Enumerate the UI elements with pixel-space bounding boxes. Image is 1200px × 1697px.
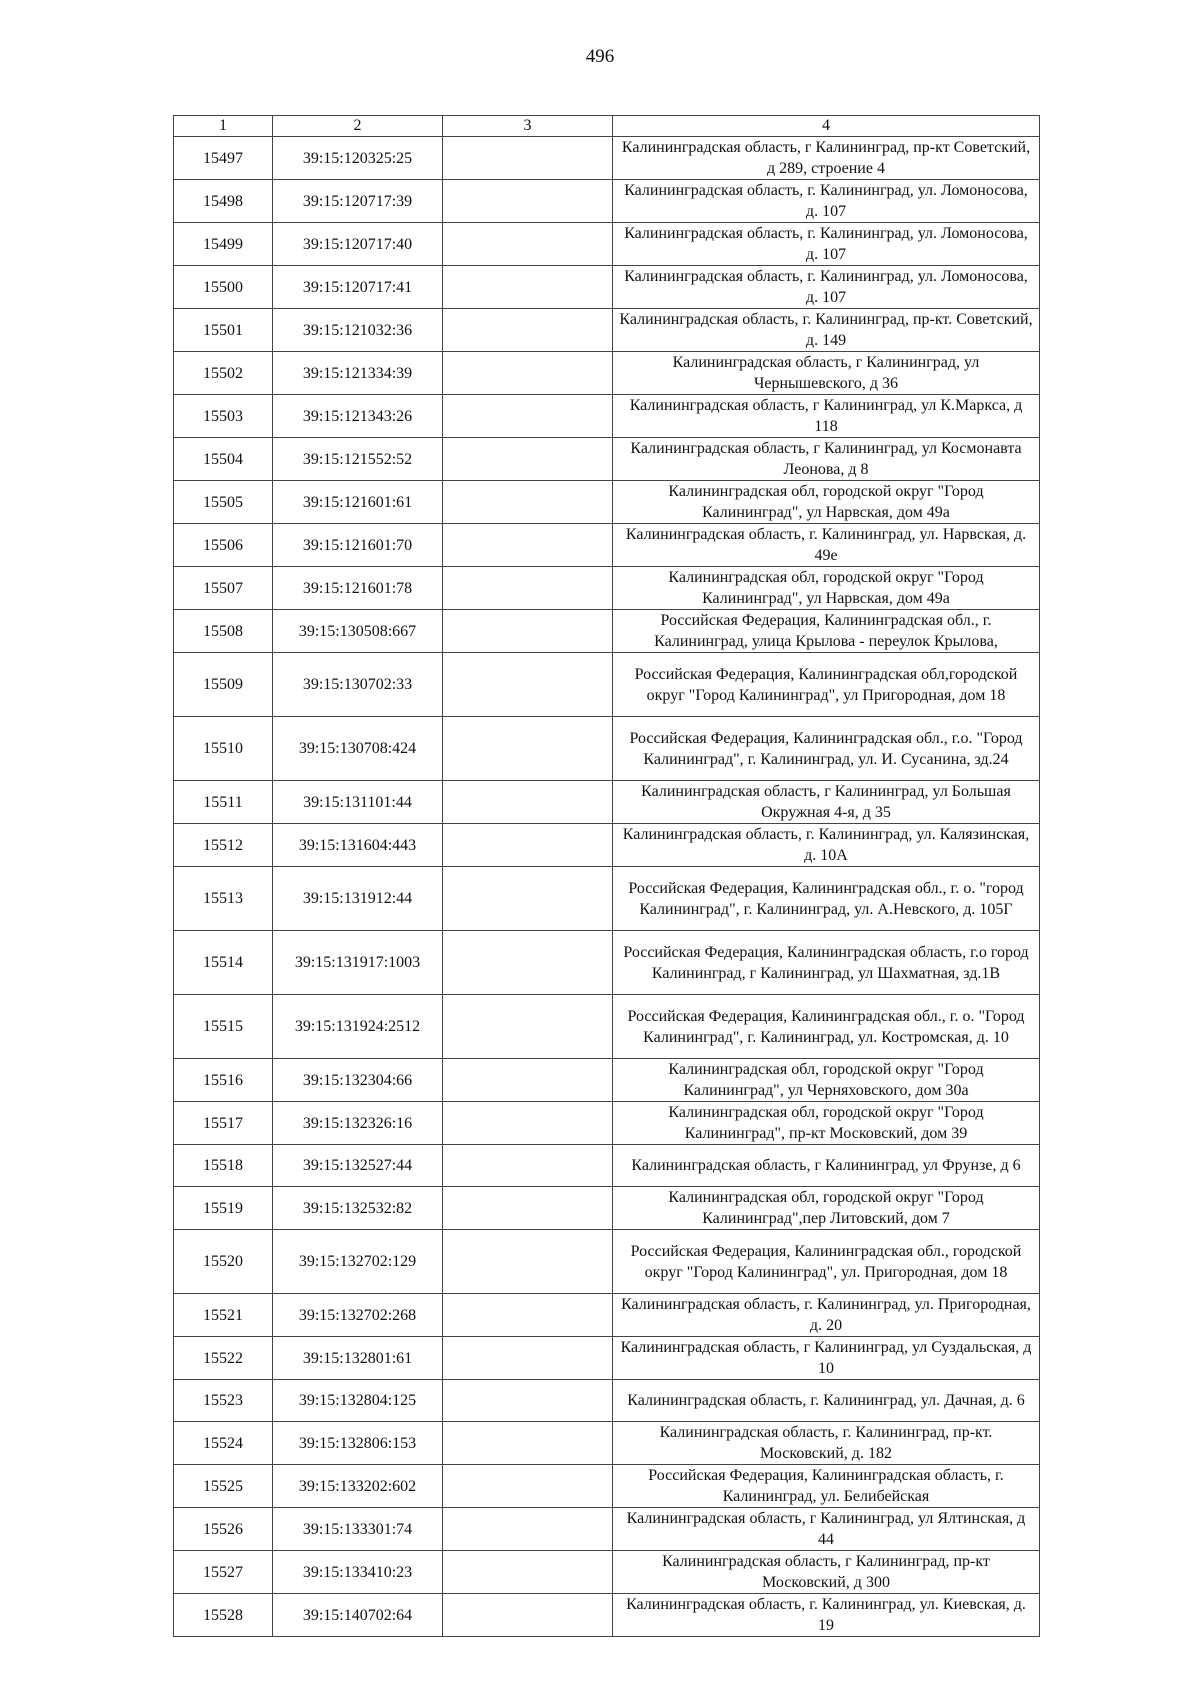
- address: Калининградская область, г Калининград, ул Большая Окружная 4-я, д 35: [613, 781, 1040, 824]
- cadastral-number: 39:15:121334:39: [273, 352, 443, 395]
- cadastral-number: 39:15:132804:125: [273, 1380, 443, 1422]
- address: Калининградская обл, городской округ "Город Калининград", ул Нарвская, дом 49а: [613, 481, 1040, 524]
- col3-cell: [443, 395, 613, 438]
- col3-cell: [443, 1294, 613, 1337]
- col3-cell: [443, 524, 613, 567]
- table-row: [174, 1145, 1040, 1187]
- table-row: [174, 352, 1040, 395]
- col3-cell: [443, 1508, 613, 1551]
- row-number: 15499: [174, 223, 273, 266]
- cadastral-number: 39:15:131101:44: [273, 781, 443, 824]
- address: Калининградская область, г. Калининград, ул. Ломоносова, д. 107: [613, 223, 1040, 266]
- row-number: 15512: [174, 824, 273, 867]
- cadastral-number: 39:15:120717:39: [273, 180, 443, 223]
- address: Калининградская область, г. Калининград, ул. Ломоносова, д. 107: [613, 180, 1040, 223]
- row-number: 15517: [174, 1102, 273, 1145]
- row-number: 15526: [174, 1508, 273, 1551]
- address: Калининградская область, г Калининград, ул Чернышевского, д 36: [613, 352, 1040, 395]
- address: Калининградская область, г Калининград, ул Фрунзе, д 6: [613, 1145, 1040, 1187]
- row-number: 15528: [174, 1594, 273, 1637]
- cadastral-number: 39:15:133410:23: [273, 1551, 443, 1594]
- address: Российская Федерация, Калининградская обл., г. о. "Город Калининград", г. Калининград, ул. Костромская, д. 10: [613, 995, 1040, 1059]
- table-row: [174, 717, 1040, 781]
- row-number: 15497: [174, 137, 273, 180]
- cadastral-number: 39:15:133202:602: [273, 1465, 443, 1508]
- cadastral-number: 39:15:121601:78: [273, 567, 443, 610]
- cadastral-number: 39:15:121552:52: [273, 438, 443, 481]
- address: Калининградская область, г. Калининград, пр-кт. Московский, д. 182: [613, 1422, 1040, 1465]
- table-row: [174, 1230, 1040, 1294]
- row-number: 15522: [174, 1337, 273, 1380]
- cadastral-number: 39:15:132304:66: [273, 1059, 443, 1102]
- table-row: [174, 567, 1040, 610]
- cadastral-number: 39:15:131924:2512: [273, 995, 443, 1059]
- table-row: [174, 137, 1040, 180]
- row-number: 15505: [174, 481, 273, 524]
- cadastral-number: 39:15:121601:61: [273, 481, 443, 524]
- row-number: 15514: [174, 931, 273, 995]
- address: Российская Федерация, Калининградская область, г. Калининград, ул. Белибейская: [613, 1465, 1040, 1508]
- table-row: [174, 931, 1040, 995]
- address: Калининградская область, г. Калининград, ул. Киевская, д. 19: [613, 1594, 1040, 1637]
- cadastral-number: 39:15:121601:70: [273, 524, 443, 567]
- col3-cell: [443, 180, 613, 223]
- table-row: [174, 1551, 1040, 1594]
- cadastral-number: 39:15:130702:33: [273, 653, 443, 717]
- header-col-1: 1: [174, 116, 273, 137]
- header-col-3: 3: [443, 116, 613, 137]
- col3-cell: [443, 1465, 613, 1508]
- header-col-2: 2: [273, 116, 443, 137]
- table-row: [174, 309, 1040, 352]
- row-number: 15515: [174, 995, 273, 1059]
- col3-cell: [443, 309, 613, 352]
- col3-cell: [443, 610, 613, 653]
- header-col-4: 4: [613, 116, 1040, 137]
- col3-cell: [443, 438, 613, 481]
- address: Российская Федерация, Калининградская область, г.о город Калининград, г Калининград, ул Шахматная, зд.1В: [613, 931, 1040, 995]
- table-row: [174, 524, 1040, 567]
- row-number: 15521: [174, 1294, 273, 1337]
- row-number: 15503: [174, 395, 273, 438]
- table-row: [174, 1380, 1040, 1422]
- registry-table: [173, 115, 1040, 1637]
- cadastral-number: 39:15:121032:36: [273, 309, 443, 352]
- cadastral-number: 39:15:132806:153: [273, 1422, 443, 1465]
- address: Российская Федерация, Калининградская обл., городской округ "Город Калининград", ул. Пригородная, дом 18: [613, 1230, 1040, 1294]
- header-row: [174, 116, 1040, 137]
- table-row: [174, 1465, 1040, 1508]
- row-number: 15519: [174, 1187, 273, 1230]
- row-number: 15511: [174, 781, 273, 824]
- row-number: 15504: [174, 438, 273, 481]
- table-body: [174, 137, 1040, 1637]
- table-row: [174, 653, 1040, 717]
- cadastral-number: 39:15:120717:41: [273, 266, 443, 309]
- col3-cell: [443, 1594, 613, 1637]
- address: Калининградская область, г. Калининград, ул. Нарвская, д. 49е: [613, 524, 1040, 567]
- col3-cell: [443, 867, 613, 931]
- table-row: [174, 1059, 1040, 1102]
- cadastral-number: 39:15:130508:667: [273, 610, 443, 653]
- col3-cell: [443, 1230, 613, 1294]
- table-row: [174, 1294, 1040, 1337]
- row-number: 15513: [174, 867, 273, 931]
- table-row: [174, 438, 1040, 481]
- row-number: 15506: [174, 524, 273, 567]
- table-row: [174, 995, 1040, 1059]
- row-number: 15523: [174, 1380, 273, 1422]
- row-number: 15510: [174, 717, 273, 781]
- table-row: [174, 223, 1040, 266]
- cadastral-number: 39:15:131604:443: [273, 824, 443, 867]
- address: Калининградская обл, городской округ "Город Калининград", ул Нарвская, дом 49а: [613, 567, 1040, 610]
- address: Калининградская область, г. Калининград, пр-кт. Советский, д. 149: [613, 309, 1040, 352]
- row-number: 15516: [174, 1059, 273, 1102]
- col3-cell: [443, 352, 613, 395]
- cadastral-number: 39:15:132801:61: [273, 1337, 443, 1380]
- col3-cell: [443, 266, 613, 309]
- address: Российская Федерация, Калининградская обл., г.о. "Город Калининград", г. Калининград, ул. И. Сусанина, зд.24: [613, 717, 1040, 781]
- cadastral-number: 39:15:131917:1003: [273, 931, 443, 995]
- address: Российская Федерация, Калининградская обл., г. Калининград, улица Крылова - переулок Крылова,: [613, 610, 1040, 653]
- col3-cell: [443, 223, 613, 266]
- table-row: [174, 395, 1040, 438]
- row-number: 15527: [174, 1551, 273, 1594]
- cadastral-number: 39:15:121343:26: [273, 395, 443, 438]
- page-number: 496: [585, 46, 615, 67]
- col3-cell: [443, 781, 613, 824]
- col3-cell: [443, 931, 613, 995]
- address: Калининградская область, г Калининград, ул Суздальская, д 10: [613, 1337, 1040, 1380]
- address: Калининградская область, г Калининград, пр-кт Советский, д 289, строение 4: [613, 137, 1040, 180]
- cadastral-number: 39:15:120717:40: [273, 223, 443, 266]
- row-number: 15501: [174, 309, 273, 352]
- table-header: [174, 116, 1040, 137]
- cadastral-number: 39:15:132532:82: [273, 1187, 443, 1230]
- col3-cell: [443, 481, 613, 524]
- address: Калининградская обл, городской округ "Город Калининград", пр-кт Московский, дом 39: [613, 1102, 1040, 1145]
- address: Калининградская область, г. Калининград, ул. Ломоносова, д. 107: [613, 266, 1040, 309]
- row-number: 15524: [174, 1422, 273, 1465]
- address: Калининградская область, г Калининград, ул К.Маркса, д 118: [613, 395, 1040, 438]
- cadastral-number: 39:15:120325:25: [273, 137, 443, 180]
- table-row: [174, 266, 1040, 309]
- row-number: 15507: [174, 567, 273, 610]
- address: Калининградская обл, городской округ "Город Калининград", ул Черняховского, дом 30а: [613, 1059, 1040, 1102]
- cadastral-number: 39:15:133301:74: [273, 1508, 443, 1551]
- col3-cell: [443, 1059, 613, 1102]
- address: Калининградская область, г Калининград, ул Космонавта Леонова, д 8: [613, 438, 1040, 481]
- row-number: 15525: [174, 1465, 273, 1508]
- col3-cell: [443, 1187, 613, 1230]
- col3-cell: [443, 1337, 613, 1380]
- col3-cell: [443, 1422, 613, 1465]
- table-row: [174, 1102, 1040, 1145]
- row-number: 15518: [174, 1145, 273, 1187]
- row-number: 15500: [174, 266, 273, 309]
- row-number: 15502: [174, 352, 273, 395]
- table-row: [174, 180, 1040, 223]
- table-row: [174, 1594, 1040, 1637]
- row-number: 15508: [174, 610, 273, 653]
- col3-cell: [443, 137, 613, 180]
- address: Российская Федерация, Калининградская обл., г. о. "город Калининград", г. Калининград, ул. А.Невского, д. 105Г: [613, 867, 1040, 931]
- col3-cell: [443, 1380, 613, 1422]
- table-row: [174, 1508, 1040, 1551]
- table-row: [174, 824, 1040, 867]
- cadastral-number: 39:15:132326:16: [273, 1102, 443, 1145]
- table-row: [174, 1422, 1040, 1465]
- table-row: [174, 1187, 1040, 1230]
- address: Калининградская обл, городской округ "Город Калининград",пер Литовский, дом 7: [613, 1187, 1040, 1230]
- cadastral-number: 39:15:132702:268: [273, 1294, 443, 1337]
- col3-cell: [443, 1145, 613, 1187]
- col3-cell: [443, 995, 613, 1059]
- address: Российская Федерация, Калининградская обл,городской округ "Город Калининград", ул Пригородная, дом 18: [613, 653, 1040, 717]
- col3-cell: [443, 1102, 613, 1145]
- col3-cell: [443, 653, 613, 717]
- col3-cell: [443, 824, 613, 867]
- col3-cell: [443, 1551, 613, 1594]
- col3-cell: [443, 717, 613, 781]
- address: Калининградская область, г. Калининград, ул. Дачная, д. 6: [613, 1380, 1040, 1422]
- table-row: [174, 610, 1040, 653]
- address: Калининградская область, г. Калининград, ул. Пригородная, д. 20: [613, 1294, 1040, 1337]
- address: Калининградская область, г Калининград, ул Ялтинская, д 44: [613, 1508, 1040, 1551]
- row-number: 15509: [174, 653, 273, 717]
- row-number: 15498: [174, 180, 273, 223]
- table-row: [174, 1337, 1040, 1380]
- address: Калининградская область, г Калининград, пр-кт Московский, д 300: [613, 1551, 1040, 1594]
- cadastral-number: 39:15:130708:424: [273, 717, 443, 781]
- table-row: [174, 781, 1040, 824]
- col3-cell: [443, 567, 613, 610]
- table-row: [174, 867, 1040, 931]
- cadastral-number: 39:15:131912:44: [273, 867, 443, 931]
- cadastral-number: 39:15:140702:64: [273, 1594, 443, 1637]
- row-number: 15520: [174, 1230, 273, 1294]
- cadastral-number: 39:15:132702:129: [273, 1230, 443, 1294]
- address: Калининградская область, г. Калининград, ул. Калязинская, д. 10А: [613, 824, 1040, 867]
- table-row: [174, 481, 1040, 524]
- cadastral-number: 39:15:132527:44: [273, 1145, 443, 1187]
